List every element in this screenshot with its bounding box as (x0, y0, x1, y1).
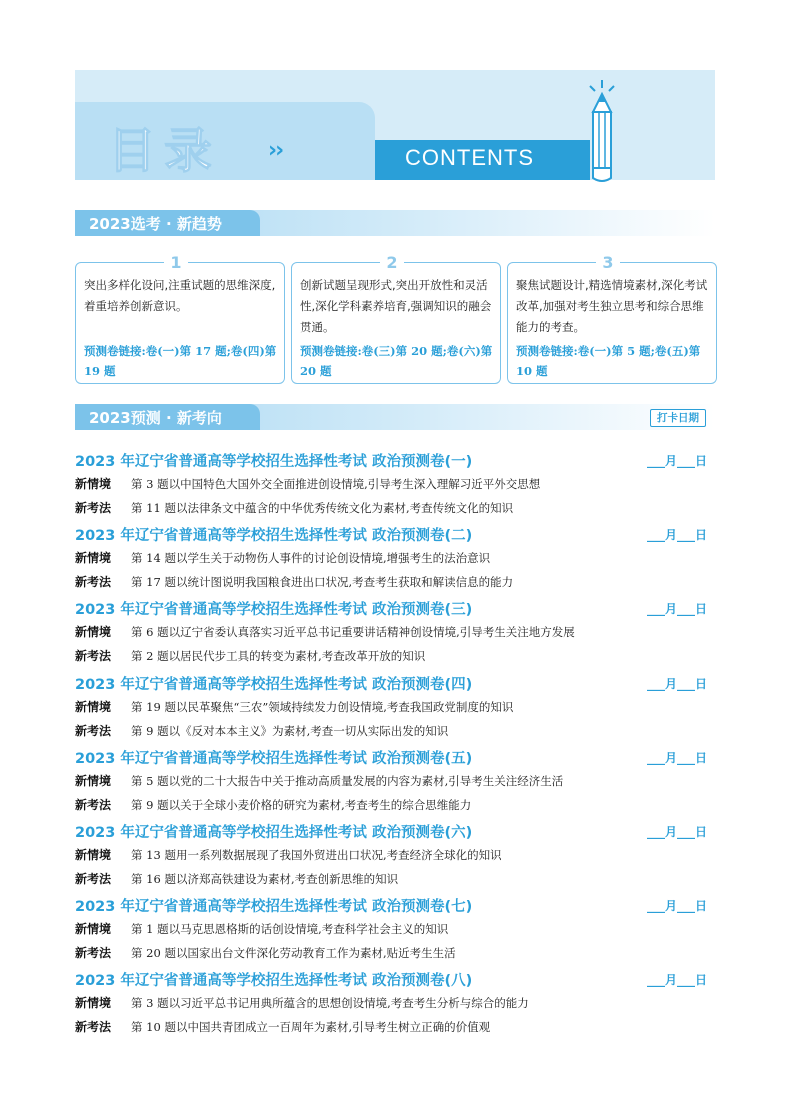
paper-title: 2023 年辽宁省普通高等学校招生选择性考试 政治预测卷(七) (75, 899, 473, 915)
situation-label: 新情境 (75, 551, 112, 565)
pencil-icon (582, 78, 622, 188)
trend-card (507, 253, 717, 384)
situation-text: 第 6 题以辽宁省委认真落实习近平总书记重要讲话精神创设情境,引导考生关注地方发展 (131, 625, 575, 639)
method-row (75, 647, 425, 664)
paper-title: 2023 年辽宁省普通高等学校招生选择性考试 政治预测卷(八) (75, 973, 473, 989)
checkin-date-field[interactable]: ___月___日 (646, 973, 707, 987)
situation-row (75, 475, 540, 492)
checkin-date-field[interactable]: ___月___日 (646, 602, 707, 616)
method-label: 新考法 (75, 575, 112, 589)
method-row (75, 870, 398, 887)
method-row (75, 499, 513, 516)
card-number: 3 (596, 253, 620, 273)
method-row (75, 722, 448, 739)
paper-title: 2023 年辽宁省普通高等学校招生选择性考试 政治预测卷(二) (75, 528, 473, 544)
card-text: 聚焦试题设计,精选情境素材,深化考试改革,加强对考生独立思考和综合思维能力的考查。 (516, 278, 708, 334)
situation-text: 第 3 题以习近平总书记用典所蕴含的思想创设情境,考查考生分析与综合的能力 (131, 996, 529, 1010)
situation-label: 新情境 (75, 774, 112, 788)
paper-title: 2023 年辽宁省普通高等学校招生选择性考试 政治预测卷(六) (75, 825, 473, 841)
card-link: 预测卷链接:卷(三)第 20 题;卷(六)第 20 题 (300, 344, 493, 378)
paper-title: 2023 年辽宁省普通高等学校招生选择性考试 政治预测卷(五) (75, 751, 473, 767)
paper-title: 2023 年辽宁省普通高等学校招生选择性考试 政治预测卷(四) (75, 677, 473, 693)
situation-label: 新情境 (75, 996, 112, 1010)
method-text: 第 2 题以居民代步工具的转变为素材,考查改革开放的知识 (131, 649, 426, 663)
paper-title: 2023 年辽宁省普通高等学校招生选择性考试 政治预测卷(一) (75, 454, 473, 470)
method-label: 新考法 (75, 946, 112, 960)
chevrons-icon: ›› (268, 138, 283, 163)
situation-label: 新情境 (75, 625, 112, 639)
contents-label: CONTENTS (405, 145, 534, 170)
situation-row (75, 623, 575, 640)
situation-text: 第 14 题以学生关于动物伤人事件的讨论创设情境,增强考生的法治意识 (131, 551, 491, 565)
situation-label: 新情境 (75, 848, 112, 862)
card-number: 2 (380, 253, 404, 273)
checkin-date-badge: 打卡日期 (650, 409, 706, 427)
method-label: 新考法 (75, 872, 112, 886)
section-title: 2023选考 · 新趋势 (89, 215, 222, 233)
trend-card (75, 253, 285, 384)
situation-row (75, 698, 513, 715)
method-text: 第 17 题以统计图说明我国粮食进出口状况,考查考生获取和解读信息的能力 (131, 575, 514, 589)
situation-row (75, 846, 502, 863)
method-text: 第 10 题以中国共青团成立一百周年为素材,引导考生树立正确的价值观 (131, 1020, 491, 1034)
card-number: 1 (164, 253, 188, 273)
method-row (75, 573, 513, 590)
section-heading-trends (75, 210, 715, 236)
method-row (75, 944, 456, 961)
situation-label: 新情境 (75, 477, 112, 491)
situation-row (75, 549, 490, 566)
situation-text: 第 5 题以党的二十大报告中关于推动高质量发展的内容为素材,引导考生关注经济生活 (131, 774, 564, 788)
checkin-date-field[interactable]: ___月___日 (646, 677, 707, 691)
situation-text: 第 19 题以民革聚焦“三农”领域持续发力创设情境,考查我国政党制度的知识 (131, 700, 514, 714)
trend-card (291, 253, 501, 384)
situation-text: 第 1 题以马克思恩格斯的话创设情境,考查科学社会主义的知识 (131, 922, 449, 936)
method-label: 新考法 (75, 1020, 112, 1034)
method-text: 第 20 题以国家出台文件深化劳动教育工作为素材,贴近考生生活 (131, 946, 456, 960)
method-label: 新考法 (75, 724, 112, 738)
checkin-date-field[interactable]: ___月___日 (646, 528, 707, 542)
situation-label: 新情境 (75, 922, 112, 936)
section-title: 2023预测 · 新考向 (89, 409, 222, 427)
method-text: 第 9 题以《反对本本主义》为素材,考查一切从实际出发的知识 (131, 724, 449, 738)
situation-row (75, 772, 563, 789)
page-title: 目录 (108, 123, 221, 179)
checkin-date-field[interactable]: ___月___日 (646, 454, 707, 468)
card-text: 突出多样化设问,注重试题的思维深度,着重培养创新意识。 (84, 278, 276, 313)
section-heading-forecast (75, 404, 715, 430)
situation-row (75, 994, 529, 1011)
situation-text: 第 13 题用一系列数据展现了我国外贸进出口状况,考查经济全球化的知识 (131, 848, 502, 862)
checkin-date-field[interactable]: ___月___日 (646, 825, 707, 839)
card-text: 创新试题呈现形式,突出开放性和灵活性,深化学科素养培育,强调知识的融会贯通。 (300, 278, 492, 334)
method-label: 新考法 (75, 649, 112, 663)
method-row (75, 1018, 490, 1035)
situation-text: 第 3 题以中国特色大国外交全面推进创设情境,引导考生深入理解习近平外交思想 (131, 477, 541, 491)
method-label: 新考法 (75, 501, 112, 515)
checkin-date-field[interactable]: ___月___日 (646, 751, 707, 765)
paper-title: 2023 年辽宁省普通高等学校招生选择性考试 政治预测卷(三) (75, 602, 473, 618)
method-text: 第 9 题以关于全球小麦价格的研究为素材,考查考生的综合思维能力 (131, 798, 472, 812)
card-link: 预测卷链接:卷(一)第 5 题;卷(五)第 10 题 (516, 344, 701, 378)
card-link: 预测卷链接:卷(一)第 17 题;卷(四)第 19 题 (84, 344, 277, 378)
method-label: 新考法 (75, 798, 112, 812)
method-row (75, 796, 471, 813)
method-text: 第 16 题以济郑高铁建设为素材,考查创新思维的知识 (131, 872, 399, 886)
checkin-date-field[interactable]: ___月___日 (646, 899, 707, 913)
situation-label: 新情境 (75, 700, 112, 714)
method-text: 第 11 题以法律条文中蕴含的中华优秀传统文化为素材,考查传统文化的知识 (131, 501, 514, 515)
situation-row (75, 920, 448, 937)
